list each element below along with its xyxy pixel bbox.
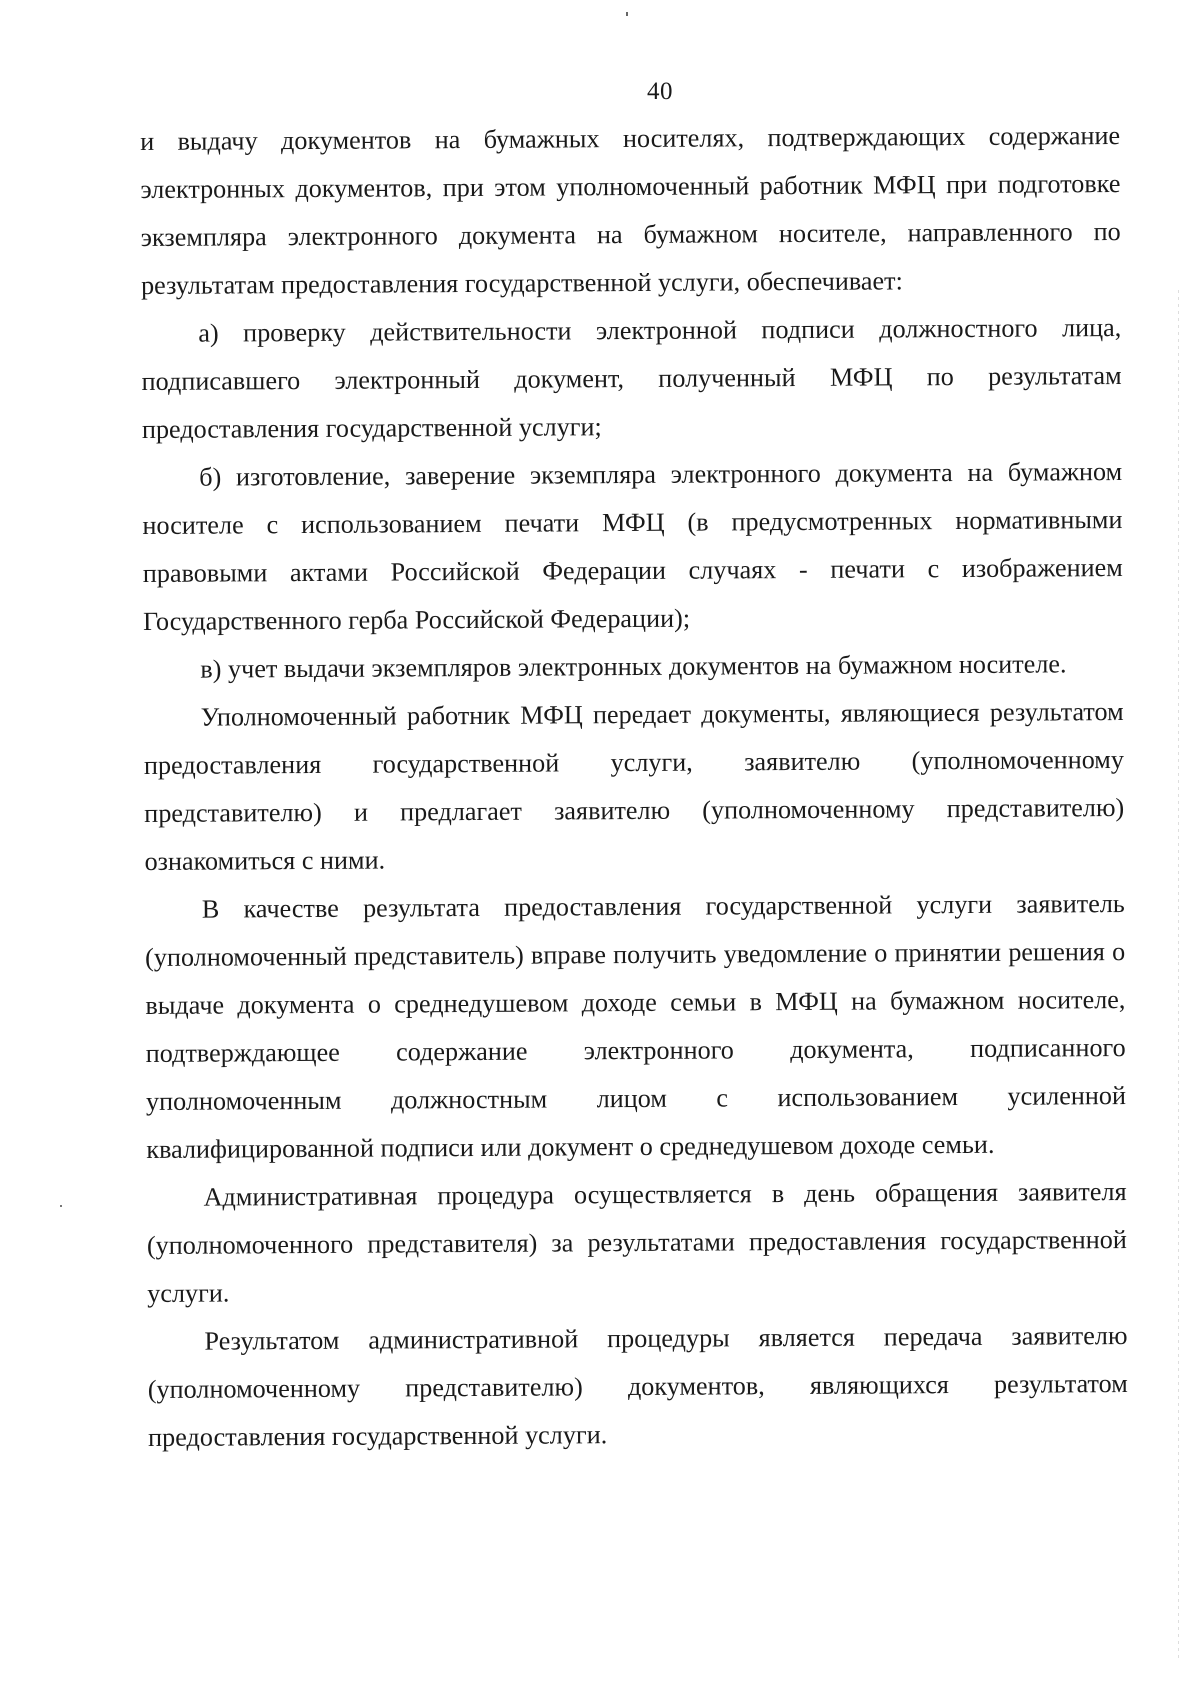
- paragraph-item-v: в) учет выдачи экземпляров электронных документов на бумажном носителе.: [200, 649, 1067, 684]
- paragraph-continuation: и выдачу документов на бумажных носителях, подтверждающих содержание электронных документов, при этом уполномоченный работник МФЦ при подготовке экземпляра электронного документа на бумажном носителе, направленного по результатам предоставления государственной услуги, обеспечивает:: [140, 121, 1121, 300]
- scan-dot: [60, 1205, 62, 1207]
- paragraph-procedure-result: Результатом административной процедуры является передача заявителю (уполномоченному представителю) документов, являющихся результатом предоставления государственной услуги.: [147, 1320, 1128, 1452]
- scan-edge: [1178, 290, 1179, 1660]
- paragraph-procedure-day: Административная процедура осуществляется в день обращения заявителя (уполномоченного представителя) за результатами предоставления государственной услуги.: [146, 1176, 1127, 1308]
- document-body: [140, 112, 1128, 1462]
- paragraph-item-b: б) изготовление, заверение экземпляра электронного документа на бумажном носителе с использованием печати МФЦ (в предусмотренных нормативными правовыми актами Российской Федерации случаях - печати с изображением Государственного герба Российской Федерации);: [142, 457, 1123, 636]
- paragraph-notification: В качестве результата предоставления государственной услуги заявитель (уполномоченный представитель) вправе получить уведомление о принятии решения о выдаче документа о среднедушевом доходе семьи в МФЦ на бумажном носителе, подтверждающее содержание электронного документа, подписанного уполномоченным должностным лицом с использованием усиленной квалифицированной подписи или документ о среднедушевом доходе семьи.: [145, 888, 1127, 1164]
- paragraph-item-a: а) проверку действительности электронной подписи должностного лица, подписавшего электронный документ, полученный МФЦ по результатам предоставления государственной услуги;: [141, 313, 1122, 444]
- page-number: 40: [647, 78, 673, 105]
- paragraph-transfer: Уполномоченный работник МФЦ передает документы, являющиеся результатом предоставления государственной услуги, заявителю (уполномоченному представителю) и предлагает заявителю (уполномоченному представителю) ознакомиться с ними.: [143, 697, 1125, 876]
- scan-mark: [626, 12, 628, 16]
